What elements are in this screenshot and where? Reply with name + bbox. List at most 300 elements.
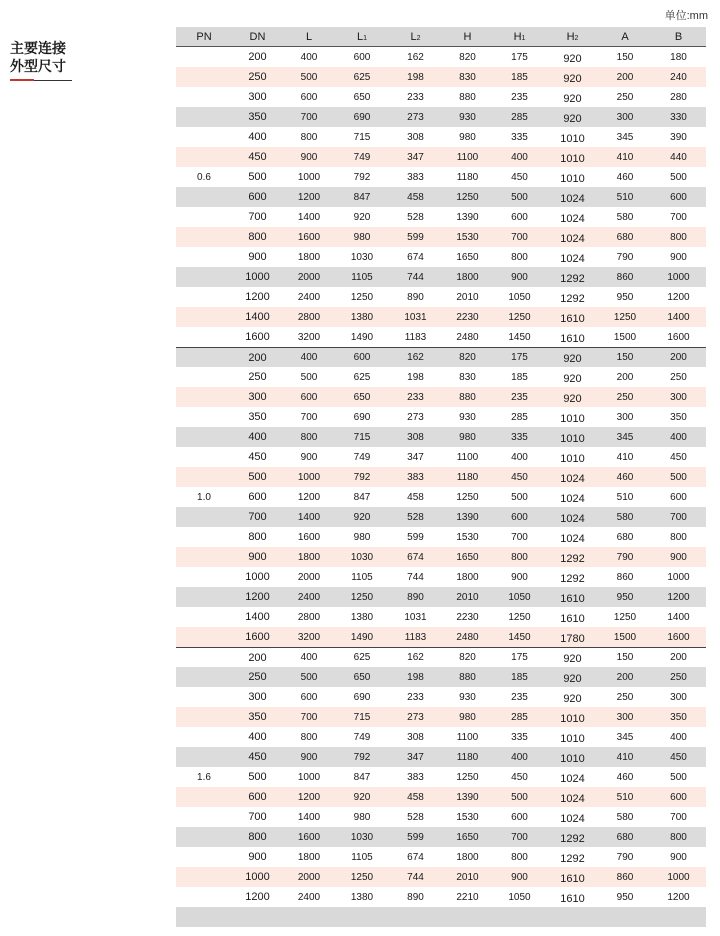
cell-a: 580 <box>616 811 634 823</box>
cell-a: 300 <box>616 711 634 723</box>
cell-l: 700 <box>300 411 318 423</box>
cell-b: 900 <box>670 851 687 863</box>
cell-l2: 674 <box>407 551 424 563</box>
cell-dn: 900 <box>248 851 267 863</box>
cell-dn: 250 <box>248 71 267 83</box>
section-title-line-2: 外型尺寸 <box>10 59 66 75</box>
cell-l2: 1183 <box>404 331 427 343</box>
cell-l1: 920 <box>353 211 371 223</box>
cell-b: 600 <box>670 791 687 803</box>
cell-dn: 900 <box>248 551 267 563</box>
cell-a: 1250 <box>613 611 637 623</box>
table-row <box>176 347 706 367</box>
table-row <box>176 187 706 207</box>
cell-h1: 450 <box>511 471 528 483</box>
cell-dn: 600 <box>248 791 267 803</box>
cell-h: 1800 <box>456 851 479 863</box>
pn-cell <box>176 587 232 607</box>
cell-h1: 175 <box>511 51 528 63</box>
cell-h: 930 <box>459 111 476 123</box>
cell-h2: 920 <box>563 72 582 85</box>
cell-a: 1250 <box>613 311 637 323</box>
cell-dn: 1600 <box>245 631 270 643</box>
cell-dn: 300 <box>248 691 267 703</box>
table-row <box>176 147 706 167</box>
cell-h2: 920 <box>563 392 582 405</box>
pn-cell <box>176 67 232 87</box>
cell-h2: 1010 <box>560 132 585 145</box>
cell-h2: 1024 <box>560 212 585 225</box>
pn-cell <box>176 887 232 907</box>
cell-b: 400 <box>670 431 687 443</box>
cell-b: 800 <box>670 831 687 843</box>
cell-a: 460 <box>616 771 634 783</box>
cell-dn: 600 <box>248 191 267 203</box>
cell-b: 200 <box>670 352 687 363</box>
table-row <box>176 807 706 827</box>
cell-l2: 308 <box>407 131 424 143</box>
cell-dn: 200 <box>248 651 267 664</box>
header-h-label: H <box>463 30 472 43</box>
cell-l: 600 <box>300 391 318 403</box>
cell-l: 3200 <box>297 631 321 643</box>
cell-l: 1800 <box>297 251 321 263</box>
table-row <box>176 527 706 547</box>
cell-h1: 800 <box>511 551 528 563</box>
cell-h2: 1024 <box>560 512 585 525</box>
cell-h: 1390 <box>456 511 479 523</box>
cell-dn: 200 <box>248 51 267 63</box>
cell-a: 790 <box>616 551 634 563</box>
cell-l1: 715 <box>353 131 371 143</box>
cell-h1: 1250 <box>508 611 531 623</box>
cell-l1: 749 <box>353 451 371 463</box>
cell-dn: 350 <box>248 411 267 423</box>
table-row <box>176 727 706 747</box>
cell-b: 800 <box>670 531 687 543</box>
table-row <box>176 767 706 787</box>
pn-cell <box>176 707 232 727</box>
cell-dn: 500 <box>248 171 267 183</box>
cell-a: 950 <box>616 291 634 303</box>
cell-h: 820 <box>459 652 476 663</box>
table-row <box>176 427 706 447</box>
cell-l1: 749 <box>353 731 371 743</box>
cell-h: 1180 <box>456 471 479 483</box>
cell-dn: 1000 <box>245 871 270 883</box>
cell-b: 1400 <box>667 611 690 623</box>
cell-dn: 1400 <box>245 611 270 623</box>
cell-h: 820 <box>459 352 476 363</box>
cell-l: 500 <box>300 371 318 383</box>
cell-h: 1800 <box>456 571 479 583</box>
cell-l2: 890 <box>407 891 424 903</box>
header-h <box>442 27 493 46</box>
cell-l1: 1105 <box>351 271 373 283</box>
cell-h2: 1024 <box>560 232 585 245</box>
pn-cell <box>176 507 232 527</box>
cell-h: 2230 <box>456 311 479 323</box>
header-b-label: B <box>674 30 683 43</box>
cell-l: 2400 <box>297 891 321 903</box>
cell-b: 390 <box>670 131 687 143</box>
cell-h1: 175 <box>511 352 528 363</box>
cell-h: 2210 <box>456 891 479 903</box>
cell-h1: 235 <box>511 691 528 703</box>
cell-h1: 235 <box>511 91 528 103</box>
cell-dn: 400 <box>248 731 267 743</box>
cell-l1: 749 <box>353 151 371 163</box>
table-row <box>176 747 706 767</box>
pn-cell <box>176 267 232 287</box>
pn-cell <box>176 187 232 207</box>
table-row <box>176 327 706 347</box>
cell-h1: 700 <box>511 231 528 243</box>
cell-a: 410 <box>616 151 634 163</box>
pn-cell <box>176 287 232 307</box>
header-l <box>283 27 335 46</box>
cell-h2: 1292 <box>560 552 585 565</box>
cell-h: 1100 <box>456 731 479 743</box>
cell-h1: 1250 <box>508 311 531 323</box>
cell-dn: 500 <box>248 771 267 783</box>
cell-a: 1500 <box>613 631 637 643</box>
header-dn <box>232 27 283 46</box>
pn-cell <box>176 427 232 447</box>
cell-l1: 980 <box>353 811 371 823</box>
cell-l: 600 <box>300 91 318 103</box>
cell-l1: 1250 <box>350 591 374 603</box>
table-row <box>176 307 706 327</box>
table-row <box>176 887 706 907</box>
table-row <box>176 467 706 487</box>
cell-b: 900 <box>670 251 687 263</box>
cell-dn: 1200 <box>245 591 270 603</box>
cell-l2: 674 <box>407 251 424 263</box>
cell-a: 950 <box>616 591 634 603</box>
cell-dn: 800 <box>248 231 267 243</box>
cell-l: 400 <box>300 51 318 63</box>
cell-l2: 347 <box>407 151 424 163</box>
cell-h: 2010 <box>456 871 479 883</box>
cell-dn: 700 <box>248 811 267 823</box>
cell-l2: 1183 <box>404 631 427 643</box>
cell-dn: 800 <box>248 531 267 543</box>
cell-l1: 920 <box>353 791 371 803</box>
cell-l: 1600 <box>297 531 321 543</box>
cell-a: 860 <box>616 271 634 283</box>
cell-h: 1530 <box>456 811 479 823</box>
cell-l: 1000 <box>297 471 321 483</box>
section-title-line-1: 主要连接 <box>10 41 66 57</box>
cell-b: 1400 <box>667 311 690 323</box>
cell-l1: 1250 <box>350 871 374 883</box>
cell-b: 350 <box>670 411 687 423</box>
cell-h1: 500 <box>511 191 528 203</box>
cell-dn: 700 <box>248 211 267 223</box>
table-row <box>176 447 706 467</box>
cell-h2: 1010 <box>560 732 585 745</box>
cell-l1: 980 <box>353 531 371 543</box>
cell-l1: 847 <box>353 491 371 503</box>
cell-l2: 308 <box>407 731 424 743</box>
cell-h1: 500 <box>511 491 528 503</box>
pn-cell <box>176 567 232 587</box>
pn-cell <box>176 47 232 67</box>
cell-h2: 1010 <box>560 172 585 185</box>
cell-h2: 1610 <box>560 892 585 905</box>
pn-cell <box>176 847 232 867</box>
table-footer-strip <box>176 907 706 927</box>
cell-dn: 250 <box>248 371 267 383</box>
cell-l2: 528 <box>407 511 424 523</box>
cell-l1: 690 <box>353 111 371 123</box>
cell-h1: 900 <box>511 871 528 883</box>
cell-l: 700 <box>300 711 318 723</box>
cell-h: 2230 <box>456 611 479 623</box>
cell-h: 2010 <box>456 291 479 303</box>
cell-h2: 1024 <box>560 792 585 805</box>
pn-cell <box>176 667 232 687</box>
cell-l1: 847 <box>353 191 371 203</box>
cell-h2: 1292 <box>560 572 585 585</box>
cell-b: 400 <box>670 731 687 743</box>
cell-l: 600 <box>300 691 318 703</box>
cell-dn: 450 <box>248 751 267 763</box>
cell-h1: 900 <box>511 571 528 583</box>
cell-a: 680 <box>616 831 634 843</box>
pn-cell <box>176 107 232 127</box>
table-row <box>176 647 706 667</box>
unit-label: 单位:mm <box>664 10 708 22</box>
cell-l2: 1031 <box>404 311 427 323</box>
cell-l: 800 <box>300 431 318 443</box>
cell-h2: 1024 <box>560 252 585 265</box>
cell-h: 1180 <box>456 171 479 183</box>
title-underline-accent <box>10 79 34 81</box>
cell-l2: 744 <box>407 871 424 883</box>
table-row <box>176 367 706 387</box>
cell-a: 460 <box>616 171 634 183</box>
table-row <box>176 667 706 687</box>
cell-l: 1400 <box>297 811 321 823</box>
table-row <box>176 687 706 707</box>
cell-h1: 600 <box>511 211 528 223</box>
cell-h2: 920 <box>563 52 582 65</box>
cell-a: 510 <box>616 791 634 803</box>
cell-a: 250 <box>616 91 634 103</box>
cell-dn: 350 <box>248 111 267 123</box>
cell-b: 700 <box>670 211 687 223</box>
cell-l1: 690 <box>353 411 371 423</box>
cell-h1: 450 <box>511 771 528 783</box>
cell-h: 2480 <box>456 331 479 343</box>
cell-dn: 700 <box>248 511 267 523</box>
cell-l: 900 <box>300 151 318 163</box>
cell-l1: 600 <box>353 352 371 363</box>
cell-l1: 600 <box>353 51 371 63</box>
header-a <box>599 27 651 46</box>
cell-l: 1800 <box>297 551 321 563</box>
cell-h1: 335 <box>511 431 528 443</box>
cell-b: 1000 <box>667 271 690 283</box>
cell-h2: 1610 <box>560 592 585 605</box>
cell-h: 1250 <box>456 491 479 503</box>
cell-l1: 715 <box>353 431 371 443</box>
pn-cell <box>176 207 232 227</box>
cell-h1: 900 <box>511 271 528 283</box>
cell-dn: 300 <box>248 91 267 103</box>
cell-l: 400 <box>300 352 318 363</box>
cell-h1: 185 <box>511 671 528 683</box>
cell-h2: 920 <box>563 372 582 385</box>
pn-cell <box>176 227 232 247</box>
cell-h1: 400 <box>511 451 528 463</box>
cell-dn: 800 <box>248 831 267 843</box>
cell-a: 1500 <box>613 331 637 343</box>
cell-l: 800 <box>300 131 318 143</box>
cell-a: 510 <box>616 491 634 503</box>
header-pn-label: PN <box>196 30 212 43</box>
cell-b: 350 <box>670 711 687 723</box>
cell-h2: 1024 <box>560 812 585 825</box>
header-l1-label: L <box>356 30 364 43</box>
cell-a: 150 <box>616 352 634 363</box>
cell-b: 200 <box>670 652 687 663</box>
table-row <box>176 267 706 287</box>
cell-b: 600 <box>670 191 687 203</box>
cell-l2: 890 <box>407 591 424 603</box>
cell-h: 1530 <box>456 231 479 243</box>
cell-h: 930 <box>459 691 476 703</box>
cell-h2: 1010 <box>560 432 585 445</box>
cell-l2: 233 <box>407 391 424 403</box>
cell-l: 900 <box>300 751 318 763</box>
cell-l2: 198 <box>407 371 424 383</box>
cell-a: 950 <box>616 891 634 903</box>
cell-l2: 162 <box>407 652 424 663</box>
cell-l: 1200 <box>297 191 321 203</box>
pn-cell <box>176 147 232 167</box>
cell-a: 580 <box>616 211 634 223</box>
cell-l1: 1105 <box>351 571 373 583</box>
cell-b: 450 <box>670 751 687 763</box>
table-row <box>176 507 706 527</box>
cell-a: 200 <box>616 671 634 683</box>
cell-h2: 1024 <box>560 532 585 545</box>
cell-h1: 285 <box>511 111 528 123</box>
cell-l1: 980 <box>353 231 371 243</box>
cell-l2: 599 <box>407 531 424 543</box>
header-l2 <box>389 27 442 46</box>
cell-h: 930 <box>459 411 476 423</box>
pn-cell <box>176 607 232 627</box>
cell-a: 150 <box>616 51 634 63</box>
cell-h1: 800 <box>511 251 528 263</box>
cell-a: 790 <box>616 851 634 863</box>
cell-l: 1400 <box>297 211 321 223</box>
cell-l1: 1250 <box>350 291 374 303</box>
header-b <box>651 27 706 46</box>
table-row <box>176 787 706 807</box>
pn-cell <box>176 648 232 667</box>
cell-l: 1800 <box>297 851 321 863</box>
cell-dn: 500 <box>248 471 267 483</box>
cell-b: 700 <box>670 511 687 523</box>
table-row <box>176 827 706 847</box>
cell-l2: 599 <box>407 231 424 243</box>
cell-dn: 200 <box>248 351 267 364</box>
cell-h1: 600 <box>511 811 528 823</box>
cell-l: 2800 <box>297 311 321 323</box>
cell-h: 880 <box>459 391 476 403</box>
cell-a: 860 <box>616 571 634 583</box>
cell-l: 2000 <box>297 871 321 883</box>
table-row <box>176 47 706 67</box>
cell-a: 300 <box>616 411 634 423</box>
cell-h2: 1610 <box>560 312 585 325</box>
pn-cell <box>176 827 232 847</box>
cell-l2: 162 <box>407 51 424 63</box>
cell-l: 1200 <box>297 791 321 803</box>
cell-l2: 233 <box>407 91 424 103</box>
header-l2-label: L <box>410 30 417 43</box>
cell-l1: 792 <box>353 751 371 763</box>
cell-dn: 400 <box>248 131 267 143</box>
cell-l2: 273 <box>407 411 424 423</box>
pn-cell <box>176 547 232 567</box>
header-a-label: A <box>621 30 629 43</box>
cell-b: 1000 <box>667 871 690 883</box>
cell-h: 980 <box>459 431 476 443</box>
table-row <box>176 587 706 607</box>
cell-l: 1600 <box>297 831 321 843</box>
cell-h: 880 <box>459 91 476 103</box>
table-row <box>176 107 706 127</box>
cell-l2: 1031 <box>404 611 427 623</box>
cell-dn: 300 <box>248 391 267 403</box>
cell-h1: 185 <box>511 71 528 83</box>
cell-l: 2400 <box>297 591 321 603</box>
cell-h: 830 <box>459 71 476 83</box>
cell-l: 2800 <box>297 611 321 623</box>
cell-l2: 383 <box>407 471 424 483</box>
cell-h1: 175 <box>511 652 528 663</box>
cell-a: 345 <box>616 431 634 443</box>
cell-b: 240 <box>670 71 687 83</box>
table-row <box>176 567 706 587</box>
cell-l2: 458 <box>407 191 424 203</box>
cell-h: 1650 <box>456 551 479 563</box>
cell-b: 500 <box>670 171 687 183</box>
table-row <box>176 607 706 627</box>
cell-h1: 400 <box>511 151 528 163</box>
dimension-table <box>176 27 706 927</box>
cell-l2: 273 <box>407 111 424 123</box>
cell-h1: 700 <box>511 531 528 543</box>
cell-a: 410 <box>616 451 634 463</box>
table-row <box>176 287 706 307</box>
cell-dn: 250 <box>248 671 267 683</box>
cell-dn: 1200 <box>245 891 270 903</box>
header-h2-label: H <box>566 30 575 43</box>
cell-a: 300 <box>616 111 634 123</box>
cell-l: 2400 <box>297 291 321 303</box>
cell-l1: 1030 <box>350 251 374 263</box>
header-pn <box>176 27 232 46</box>
cell-l: 500 <box>300 671 318 683</box>
cell-l1: 1030 <box>350 551 374 563</box>
